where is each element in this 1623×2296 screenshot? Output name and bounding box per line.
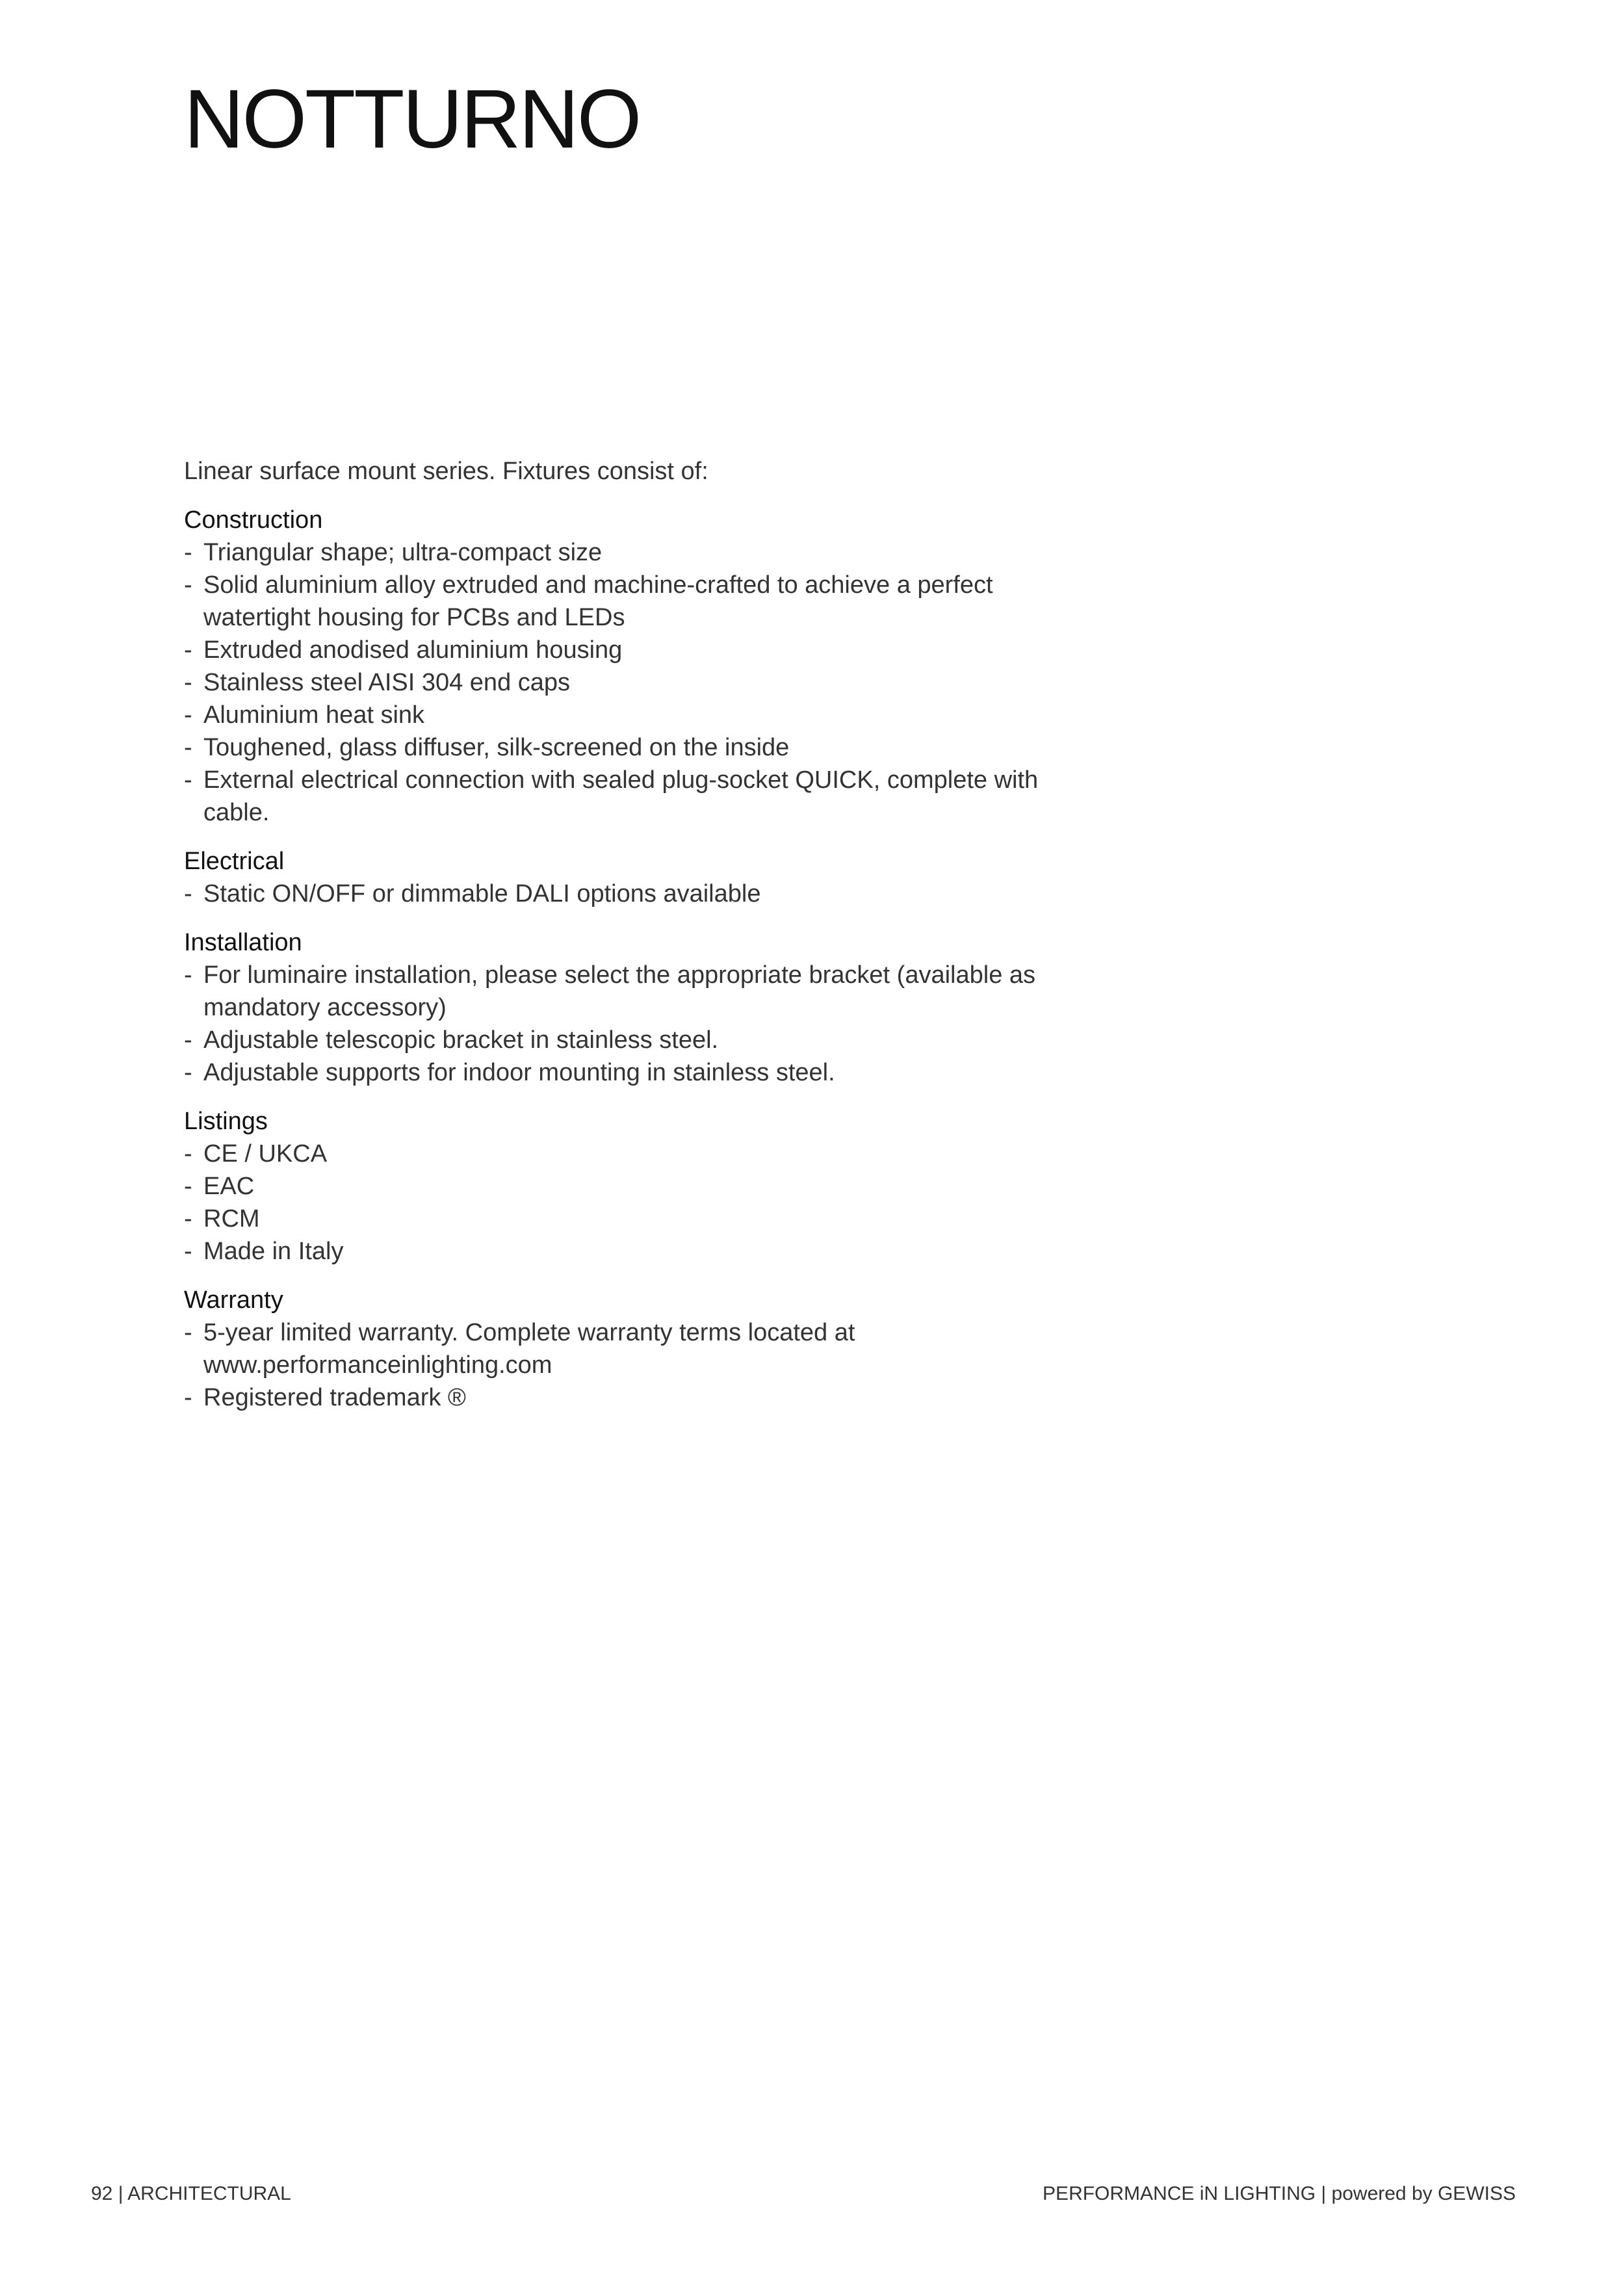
footer-page-label: 92 | ARCHITECTURAL [91,2183,291,2204]
list-item: - Adjustable telescopic bracket in stainless steel. [184,1024,1055,1056]
item-list [184,959,1055,1089]
list-item: - Toughened, glass diffuser, silk-screened on the inside [184,731,1055,764]
list-item: - Made in Italy [184,1235,1055,1268]
item-list [184,536,1055,829]
section-listings [184,1105,1055,1268]
footer-brand: PERFORMANCE iN LIGHTING | powered by GEWISS [1043,2183,1516,2204]
item-list [184,878,1055,910]
section-title: Electrical [184,848,285,875]
spec-content [184,455,1055,1430]
list-item: - Stainless steel AISI 304 end caps [184,666,1055,699]
list-item: - For luminaire installation, please select the appropriate bracket (available as mandatory accessory) [184,959,1055,1024]
list-item: - RCM [184,1203,1055,1235]
section-electrical [184,845,1055,910]
list-item: - External electrical connection with sealed plug-socket QUICK, complete with cable. [184,764,1055,829]
section-installation [184,926,1055,1089]
list-item: - 5-year limited warranty. Complete warranty terms located at www.performanceinlighting.com [184,1316,1055,1381]
page-title: NOTTURNO [184,73,640,166]
list-item: - Aluminium heat sink [184,699,1055,731]
intro-text: Linear surface mount series. Fixtures consist of: [184,458,708,485]
list-item: - Static ON/OFF or dimmable DALI options available [184,878,1055,910]
list-item: - EAC [184,1170,1055,1203]
section-title: Listings [184,1108,268,1135]
section-title: Installation [184,929,302,956]
list-item: - Adjustable supports for indoor mounting in stainless steel. [184,1056,1055,1089]
section-warranty [184,1284,1055,1414]
list-item: - Registered trademark ® [184,1381,1055,1414]
list-item: - Triangular shape; ultra-compact size [184,536,1055,569]
list-item: - CE / UKCA [184,1138,1055,1170]
section-title: Construction [184,506,323,534]
section-construction [184,504,1055,829]
item-list [184,1138,1055,1268]
section-title: Warranty [184,1286,283,1314]
list-item: - Extruded anodised aluminium housing [184,634,1055,666]
item-list [184,1316,1055,1414]
list-item: - Solid aluminium alloy extruded and machine-crafted to achieve a perfect watertight housing for PCBs and LEDs [184,569,1055,634]
